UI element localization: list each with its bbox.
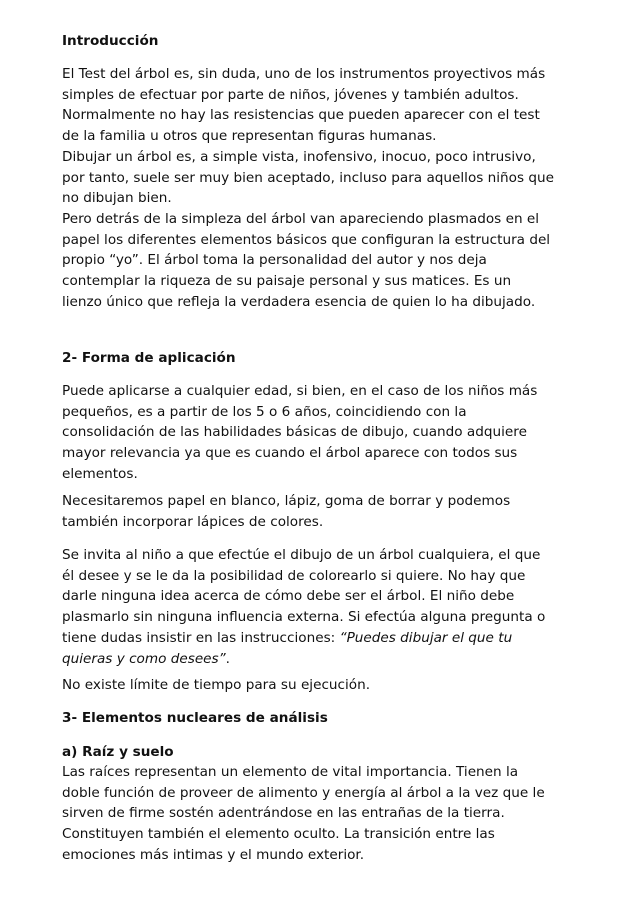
text-line: papel los diferentes elementos básicos que configuran la estructura del	[62, 231, 551, 248]
section-3-heading: 3- Elementos nucleares de análisis	[62, 710, 328, 726]
text-segment: tiene dudas insistir en las instrucciones:	[62, 629, 340, 646]
text-line: No existe límite de tiempo para su ejecución.	[62, 677, 371, 693]
instruction-quote: quieras y como desees”	[62, 650, 226, 667]
section-2-paragraph-2	[62, 491, 617, 532]
text-line: Se invita al niño a que efectúe el dibujo de un árbol cualquiera, el que	[62, 547, 541, 563]
text-line: darle ninguna idea acerca de cómo debe ser el árbol. El niño debe	[62, 588, 515, 605]
text-line: emociones más intimas y el mundo exterior.	[62, 846, 365, 863]
text-line: El Test del árbol es, sin duda, uno de los instrumentos proyectivos más	[62, 66, 546, 82]
text-line: pequeños, es a partir de los 5 o 6 años, coincidiendo con la	[62, 403, 467, 420]
text-line: sirven de firme sostén adentrándose en las entrañas de la tierra.	[62, 805, 505, 822]
text-line: no dibujan bien.	[62, 190, 172, 207]
text-line: por tanto, suele ser muy bien aceptado, incluso para aquellos niños que	[62, 169, 554, 186]
text-line: Puede aplicarse a cualquier edad, si bien, en el caso de los niños más	[62, 383, 538, 399]
text-line: mayor relevancia ya que es cuando el árbol aparece con todos sus	[62, 445, 518, 462]
instruction-quote: “Puedes dibujar el que tu	[339, 629, 513, 646]
text-line: de la familia u otros que representan figuras humanas.	[62, 128, 437, 145]
text-line: propio “yo”. El árbol toma la personalidad del autor y nos deja	[62, 252, 487, 269]
text-line: lienzo único que refleja la verdadera esencia de quien lo ha dibujado.	[62, 293, 536, 310]
text-line: elementos.	[62, 465, 138, 482]
section-3-subheading: a) Raíz y suelo	[62, 744, 174, 760]
text-line: contemplar la riqueza de su paisaje personal y sus matices. Es un	[62, 273, 512, 290]
section-2-paragraph-3	[62, 545, 617, 669]
text-line: Las raíces representan un elemento de vital importancia. Tienen la	[62, 764, 519, 780]
intro-heading: Introducción	[62, 33, 159, 49]
text-line: plasmarlo sin ninguna influencia externa. Si efectúa alguna pregunta o	[62, 609, 546, 626]
text-line: Pero detrás de la simpleza del árbol van apareciendo plasmados en el	[62, 211, 540, 227]
text-line: Dibujar un árbol es, a simple vista, inofensivo, inocuo, poco intrusivo,	[62, 148, 536, 165]
text-line: simples de efectuar por parte de niños, jóvenes y también adultos.	[62, 86, 519, 103]
section-2-paragraph-4	[62, 675, 617, 696]
intro-paragraph-1	[62, 64, 617, 209]
text-line: consolidación de las habilidades básicas de dibujo, cuando adquiere	[62, 424, 527, 441]
text-line: Necesitaremos papel en blanco, lápiz, goma de borrar y podemos	[62, 493, 511, 509]
text-line: Constituyen también el elemento oculto. La transición entre las	[62, 826, 495, 843]
text-line: Normalmente no hay las resistencias que pueden aparecer con el test	[62, 107, 540, 124]
text-line: doble función de proveer de alimento y energía al árbol a la vez que le	[62, 784, 545, 801]
text-segment: .	[225, 650, 230, 667]
text-line: él desee y se le da la posibilidad de colorearlo si quiere. No hay que	[62, 567, 526, 584]
section-2-heading: 2- Forma de aplicación	[62, 350, 236, 366]
text-line	[62, 628, 617, 649]
text-line: también incorporar lápices de colores.	[62, 513, 324, 530]
section-3-paragraph-1	[62, 762, 617, 866]
intro-paragraph-2	[62, 209, 617, 313]
section-2-paragraph-1	[62, 381, 617, 485]
text-line	[62, 649, 617, 670]
